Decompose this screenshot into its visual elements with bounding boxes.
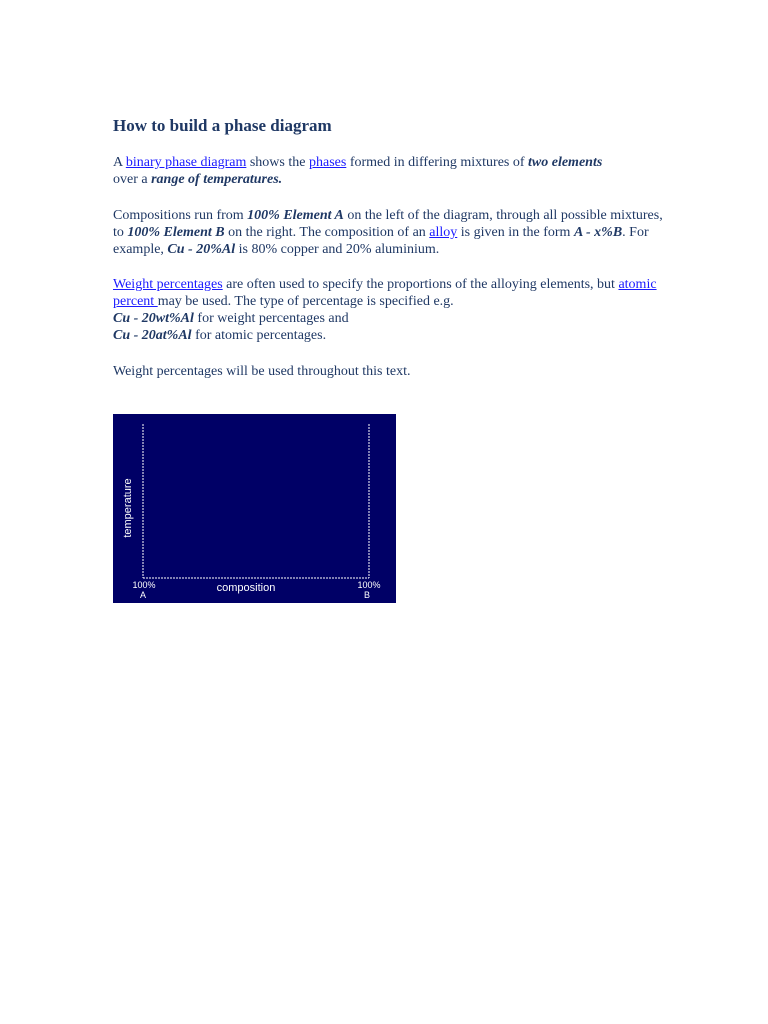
emphasis-range-of-temperatures: range of temperatures. bbox=[151, 172, 283, 187]
text: . For example, bbox=[113, 225, 649, 257]
link-alloy[interactable]: alloy bbox=[429, 225, 458, 240]
text: on the left of the diagram, through all possible mixtures, to bbox=[113, 208, 663, 240]
paragraph-note: Weight percentages will be used throughout this text. bbox=[113, 364, 411, 379]
emphasis-example: Cu - 20%Al bbox=[167, 242, 236, 257]
text: formed in differing mixtures of bbox=[346, 155, 529, 170]
emphasis-atomic-example: Cu - 20at%Al bbox=[113, 328, 192, 343]
x-axis-label: composition bbox=[216, 582, 276, 594]
link-phases[interactable]: phases bbox=[308, 155, 347, 170]
link-binary-phase-diagram[interactable]: binary phase diagram bbox=[125, 155, 247, 170]
text: for atomic percentages. bbox=[191, 328, 327, 343]
link-weight-percentages[interactable]: Weight percentages bbox=[113, 277, 223, 292]
text: for weight percentages and bbox=[193, 311, 349, 326]
emphasis-form: A - x%B bbox=[573, 225, 623, 240]
paragraph-intro bbox=[113, 154, 673, 188]
right-percent-label: 100% bbox=[357, 580, 381, 590]
y-axis-label: temperature bbox=[122, 478, 134, 538]
phase-diagram-svg bbox=[113, 414, 396, 603]
emphasis-element-a: 100% Element A bbox=[247, 208, 344, 223]
text: shows the bbox=[246, 155, 309, 170]
text: A bbox=[113, 155, 126, 170]
left-element-label: A bbox=[139, 590, 147, 600]
text: over a bbox=[113, 172, 152, 187]
emphasis-two-elements: two elements bbox=[528, 155, 603, 170]
emphasis-weight-example: Cu - 20wt%Al bbox=[113, 311, 194, 326]
text: Compositions run from bbox=[113, 208, 248, 223]
phase-diagram-figure bbox=[113, 414, 396, 603]
paragraph-compositions bbox=[113, 207, 673, 258]
page-title: How to build a phase diagram bbox=[113, 116, 332, 135]
text: is 80% copper and 20% aluminium. bbox=[235, 242, 440, 257]
text: may be used. The type of percentage is specified e.g. bbox=[157, 294, 454, 309]
text: is given in the form bbox=[457, 225, 574, 240]
text: are often used to specify the proportions of the alloying elements, but bbox=[222, 277, 619, 292]
text: on the right. The composition of an bbox=[224, 225, 430, 240]
link-atomic-percent[interactable]: atomic percent bbox=[113, 277, 657, 309]
emphasis-element-b: 100% Element B bbox=[127, 225, 225, 240]
right-element-label: B bbox=[363, 590, 371, 600]
diagram-background bbox=[113, 414, 396, 603]
paragraph-percentages bbox=[113, 276, 673, 344]
left-percent-label: 100% bbox=[132, 580, 156, 590]
